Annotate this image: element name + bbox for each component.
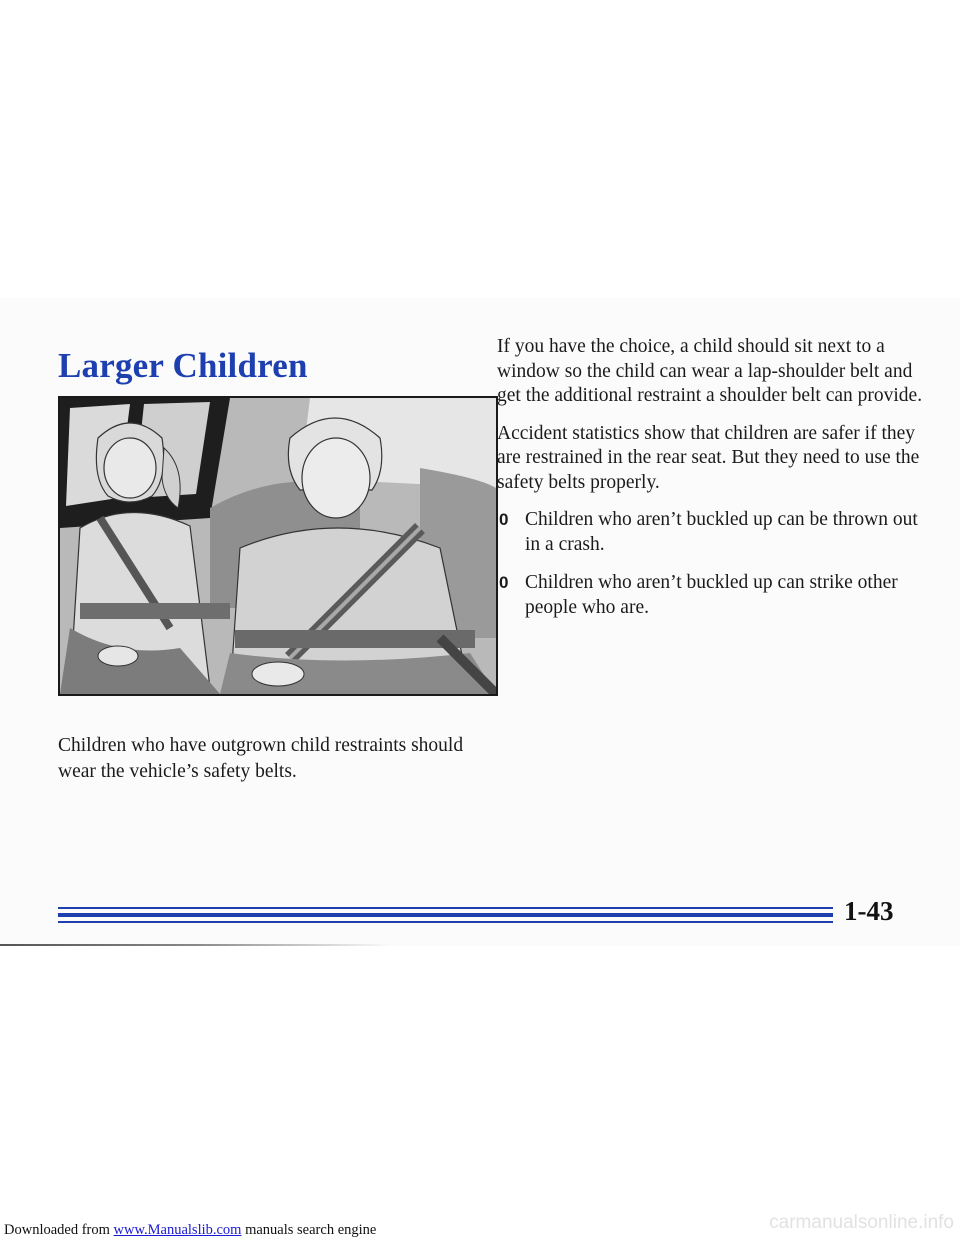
paragraph: If you have the choice, a child should sit next to a window so the child can wear a lap-shoulder belt and get the additional restraint a shoulder belt can provide.: [497, 336, 923, 406]
list-item-text: Children who aren’t buckled up can strike other people who are.: [525, 572, 898, 618]
section-title: Larger Children: [58, 346, 308, 385]
list-item: [497, 571, 937, 620]
site-watermark: carmanualsonline.info: [769, 1212, 954, 1233]
bullet-list: [497, 508, 937, 620]
list-item: [497, 508, 937, 557]
page-number: 1-43: [844, 896, 894, 926]
bullet-icon: 0: [499, 573, 509, 592]
body-text: [497, 335, 937, 634]
download-banner: [4, 1222, 376, 1239]
paragraph: Accident statistics show that children are safer if they are restrained in the rear seat. But they need to use the safety belts properly.: [497, 422, 920, 493]
illustration-caption: Children who have outgrown child restraints should wear the vehicle’s safety belts.: [58, 735, 464, 782]
bullet-icon: 0: [499, 510, 509, 529]
manualslib-link[interactable]: www.Manualslib.com: [113, 1222, 242, 1238]
banner-suffix: manuals search engine: [241, 1222, 377, 1238]
list-item-text: Children who aren’t buckled up can be thrown out in a crash.: [525, 509, 918, 555]
scan-artifact-line: [0, 944, 390, 946]
children-seatbelt-illustration: [58, 396, 498, 696]
banner-prefix: Downloaded from: [4, 1222, 114, 1238]
footer-rule: [58, 905, 833, 927]
